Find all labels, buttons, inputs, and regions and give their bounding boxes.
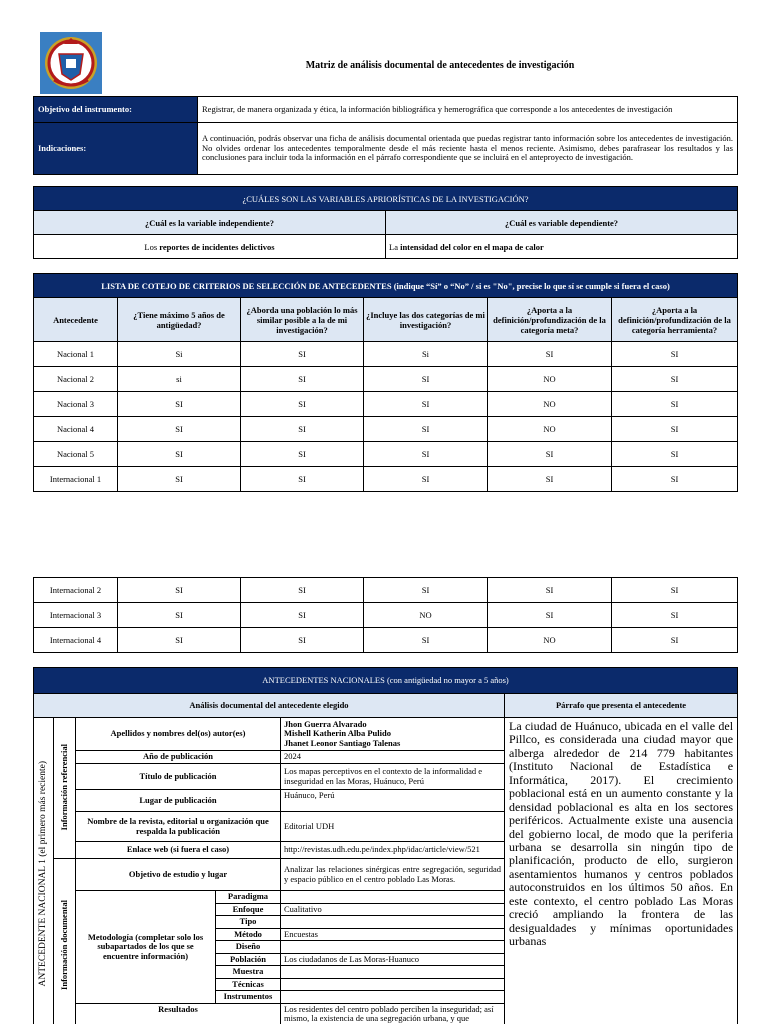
- method-value-cell: [281, 941, 505, 954]
- checklist-header-2: ¿Aborda una población lo más similar posible a la de mi investigación?: [241, 298, 364, 342]
- info-referencial-label: Información referencial: [58, 743, 69, 830]
- method-key-cell: Enfoque: [216, 903, 281, 916]
- criteria-answer-cell: SI: [118, 442, 241, 467]
- place-value: Huánuco, Perú: [281, 790, 505, 812]
- criteria-answer-cell: NO: [488, 392, 612, 417]
- checklist-row: [34, 442, 738, 467]
- dependent-variable: [386, 235, 738, 259]
- place-label: Lugar de publicación: [76, 790, 281, 812]
- criteria-answer-cell: SI: [241, 342, 364, 367]
- method-value-cell: Cualitativo: [281, 903, 505, 916]
- method-key-cell: Técnicas: [216, 978, 281, 991]
- criteria-answer-cell: SI: [612, 442, 738, 467]
- checklist-row: [34, 417, 738, 442]
- criteria-answer-cell: SI: [612, 342, 738, 367]
- criteria-answer-cell: SI: [364, 392, 488, 417]
- independent-prefix: Los: [144, 241, 160, 252]
- criteria-answer-cell: SI: [241, 417, 364, 442]
- criteria-answer-cell: SI: [364, 467, 488, 492]
- method-value-cell: [281, 916, 505, 929]
- criteria-answer-cell: Si: [118, 342, 241, 367]
- criteria-answer-cell: SI: [612, 578, 738, 603]
- methodology-label: Metodología (completar solo los subapartados de los que se encuentre información): [76, 891, 216, 1004]
- link-label: Enlace web (si fuera el caso): [76, 842, 281, 859]
- checklist-header-0: Antecedente: [34, 298, 118, 342]
- criteria-checklist-continued-table: [33, 577, 738, 653]
- checklist-row: [34, 628, 738, 653]
- criteria-answer-cell: SI: [488, 467, 612, 492]
- authors-label: Apellidos y nombres del(os) autor(es): [76, 718, 281, 751]
- checklist-title: LISTA DE COTEJO DE CRITERIOS DE SELECCIÓN DE ANTECEDENTES (indique “Sí” o “No” / si es "No", precise lo que sí se cumple si fuera el caso): [34, 274, 738, 298]
- antecedente-side-label-cell: [34, 718, 54, 1024]
- checklist-header-3: ¿Incluye las dos categorías de mi investigación?: [364, 298, 488, 342]
- author-3: Jhanet Leonor Santiago Talenas: [284, 737, 401, 748]
- criteria-answer-cell: SI: [488, 442, 612, 467]
- journal-value: Editorial UDH: [281, 812, 505, 842]
- criteria-answer-cell: SI: [364, 578, 488, 603]
- document-title: Matriz de análisis documental de antecedentes de investigación: [305, 60, 575, 71]
- independent-variable: [34, 235, 386, 259]
- checklist-row: [34, 392, 738, 417]
- checklist-row: [34, 578, 738, 603]
- independent-bold: reportes de incidentes delictivos: [159, 241, 275, 252]
- method-value-cell: [281, 978, 505, 991]
- criteria-answer-cell: SI: [118, 578, 241, 603]
- objective-text: Registrar, de manera organizada y ética, la información bibliográfica y hemerográfica que corresponde a los antecedentes de investigación: [198, 97, 738, 123]
- variables-table: [33, 186, 738, 259]
- method-value-cell: Encuestas: [281, 928, 505, 941]
- method-key-cell: Población: [216, 953, 281, 966]
- method-key-cell: Diseño: [216, 941, 281, 954]
- criteria-checklist-table: [33, 273, 738, 492]
- info-documental-cell: [54, 859, 76, 1024]
- method-key-cell: Método: [216, 928, 281, 941]
- criteria-answer-cell: SI: [488, 342, 612, 367]
- checklist-row: [34, 603, 738, 628]
- checklist-header-4: ¿Aporta a la definición/profundización de la categoría meta?: [488, 298, 612, 342]
- criteria-answer-cell: SI: [241, 467, 364, 492]
- criteria-answer-cell: SI: [364, 417, 488, 442]
- criteria-answer-cell: SI: [118, 603, 241, 628]
- indications-label: Indicaciones:: [34, 123, 198, 175]
- criteria-answer-cell: NO: [488, 367, 612, 392]
- checklist-header-1: ¿Tiene máximo 5 años de antigüedad?: [118, 298, 241, 342]
- criteria-answer-cell: SI: [364, 628, 488, 653]
- antecedente-name-cell: Nacional 3: [34, 392, 118, 417]
- criteria-answer-cell: Si: [364, 342, 488, 367]
- criteria-answer-cell: SI: [241, 442, 364, 467]
- pubtitle-label: Título de publicación: [76, 764, 281, 790]
- results-label: Resultados: [76, 1003, 281, 1024]
- dependent-prefix: La: [389, 241, 401, 252]
- info-referencial-cell: [54, 718, 76, 859]
- instrument-header-table: [33, 96, 738, 175]
- objective-study-value: Analizar las relaciones sinérgicas entre segregación, seguridad y espacio público en el centro poblado Las Moras.: [281, 859, 505, 891]
- criteria-answer-cell: SI: [488, 578, 612, 603]
- criteria-answer-cell: SI: [241, 392, 364, 417]
- criteria-answer-cell: SI: [612, 367, 738, 392]
- method-value-cell: [281, 891, 505, 904]
- objective-study-label: Objetivo de estudio y lugar: [76, 859, 281, 891]
- year-label: Año de publicación: [76, 751, 281, 764]
- antecedente-nacional-table: [33, 667, 738, 1024]
- objective-label: Objetivo del instrumento:: [34, 97, 198, 123]
- criteria-answer-cell: SI: [364, 367, 488, 392]
- method-value-cell: [281, 966, 505, 979]
- antecedente-name-cell: Internacional 4: [34, 628, 118, 653]
- info-documental-label: Información documental: [58, 899, 69, 990]
- criteria-answer-cell: SI: [488, 603, 612, 628]
- criteria-answer-cell: SI: [118, 417, 241, 442]
- criteria-answer-cell: SI: [612, 603, 738, 628]
- journal-label: Nombre de la revista, editorial u organización que respalda la publicación: [76, 812, 281, 842]
- criteria-answer-cell: SI: [241, 628, 364, 653]
- criteria-answer-cell: NO: [488, 628, 612, 653]
- dependent-bold: intensidad del color en el mapa de calor: [400, 241, 544, 252]
- results-value: Los residentes del centro poblado perciben la inseguridad; así mismo, la existencia de una segregación urbana, y que: [281, 1003, 505, 1024]
- antecedente-side-label: ANTECEDENTE NACIONAL 1 (el primero más reciente): [38, 761, 49, 987]
- checklist-row: [34, 342, 738, 367]
- method-key-cell: Paradigma: [216, 891, 281, 904]
- author-1: Jhon Guerra Alvarado: [284, 718, 367, 729]
- criteria-answer-cell: SI: [118, 628, 241, 653]
- antecedentes-title: ANTECEDENTES NACIONALES (con antigüedad no mayor a 5 años): [34, 668, 738, 694]
- dependent-question: ¿Cuál es variable dependiente?: [386, 211, 738, 235]
- antecedente-name-cell: Nacional 5: [34, 442, 118, 467]
- indications-text: A continuación, podrás observar una ficha de análisis documental orientada que puedas registrar tanto información sobre los antecedentes de investigación. No olvides ordenar los antecedentes temporalmente desde el más reciente hasta el menos reciente. Asimismo, debes parafrasear los resultados y las conclusiones para incluir toda la información en el párrafo correspondiente que se incluirá en el anteproyecto de investigación.: [198, 123, 738, 175]
- antecedente-name-cell: Internacional 1: [34, 467, 118, 492]
- paragraph-header: Párrafo que presenta el antecedente: [505, 694, 738, 718]
- criteria-answer-cell: SI: [612, 628, 738, 653]
- criteria-answer-cell: NO: [488, 417, 612, 442]
- method-value-cell: [281, 991, 505, 1004]
- criteria-answer-cell: SI: [612, 467, 738, 492]
- university-seal-logo: [40, 32, 102, 94]
- method-key-cell: Instrumentos: [216, 991, 281, 1004]
- checklist-row: [34, 467, 738, 492]
- criteria-answer-cell: NO: [364, 603, 488, 628]
- criteria-answer-cell: SI: [241, 603, 364, 628]
- antecedente-name-cell: Internacional 2: [34, 578, 118, 603]
- criteria-answer-cell: SI: [612, 392, 738, 417]
- link-value[interactable]: http://revistas.udh.edu.pe/index.php/idac/article/view/521: [281, 842, 505, 859]
- criteria-answer-cell: SI: [241, 578, 364, 603]
- criteria-answer-cell: si: [118, 367, 241, 392]
- antecedente-name-cell: Nacional 2: [34, 367, 118, 392]
- criteria-answer-cell: SI: [118, 467, 241, 492]
- pubtitle-value: Los mapas perceptivos en el contexto de la informalidad e inseguridad en las Moras, Huánuco, Perú: [281, 764, 505, 790]
- analysis-header: Análisis documental del antecedente elegido: [34, 694, 505, 718]
- checklist-row: [34, 367, 738, 392]
- author-2: Mishell Katherin Alba Pulido: [284, 728, 391, 739]
- independent-question: ¿Cuál es la variable independiente?: [34, 211, 386, 235]
- variables-title: ¿CUÁLES SON LAS VARIABLES APRIORÍSTICAS DE LA INVESTIGACIÓN?: [34, 187, 738, 211]
- antecedente-name-cell: Nacional 4: [34, 417, 118, 442]
- criteria-answer-cell: SI: [364, 442, 488, 467]
- method-key-cell: Tipo: [216, 916, 281, 929]
- method-value-cell: Los ciudadanos de Las Moras-Huanuco: [281, 953, 505, 966]
- antecedente-paragraph: La ciudad de Huánuco, ubicada en el valle del Pillco, es considerada una ciudad mayor que alberga alrededor de 214 779 habitantes (Instituto Nacional de Estadística e Informática, 2017). El crecimiento poblacional está en un aumento constante y la densidad poblacional es alta en los sectores periféricos. Actualmente existe una ausencia del gobierno local, de modo que la periferia urbana se desarrolla sin ningún tipo de planificación, producto de ello, surgieron asentamientos humanos y centros poblados autoconstruidos en los últimos 50 años. En este contexto, el centro poblado Las Moras creció ampliando la frontera de las desigualdades y mínimas oportunidades urbanas: [505, 718, 738, 1024]
- checklist-header-5: ¿Aporta a la definición/profundización de la categoría herramienta?: [612, 298, 738, 342]
- criteria-answer-cell: SI: [612, 417, 738, 442]
- antecedente-name-cell: Internacional 3: [34, 603, 118, 628]
- authors-value: [281, 718, 505, 751]
- criteria-answer-cell: SI: [118, 392, 241, 417]
- year-value: 2024: [281, 751, 505, 764]
- criteria-answer-cell: SI: [241, 367, 364, 392]
- antecedente-name-cell: Nacional 1: [34, 342, 118, 367]
- method-key-cell: Muestra: [216, 966, 281, 979]
